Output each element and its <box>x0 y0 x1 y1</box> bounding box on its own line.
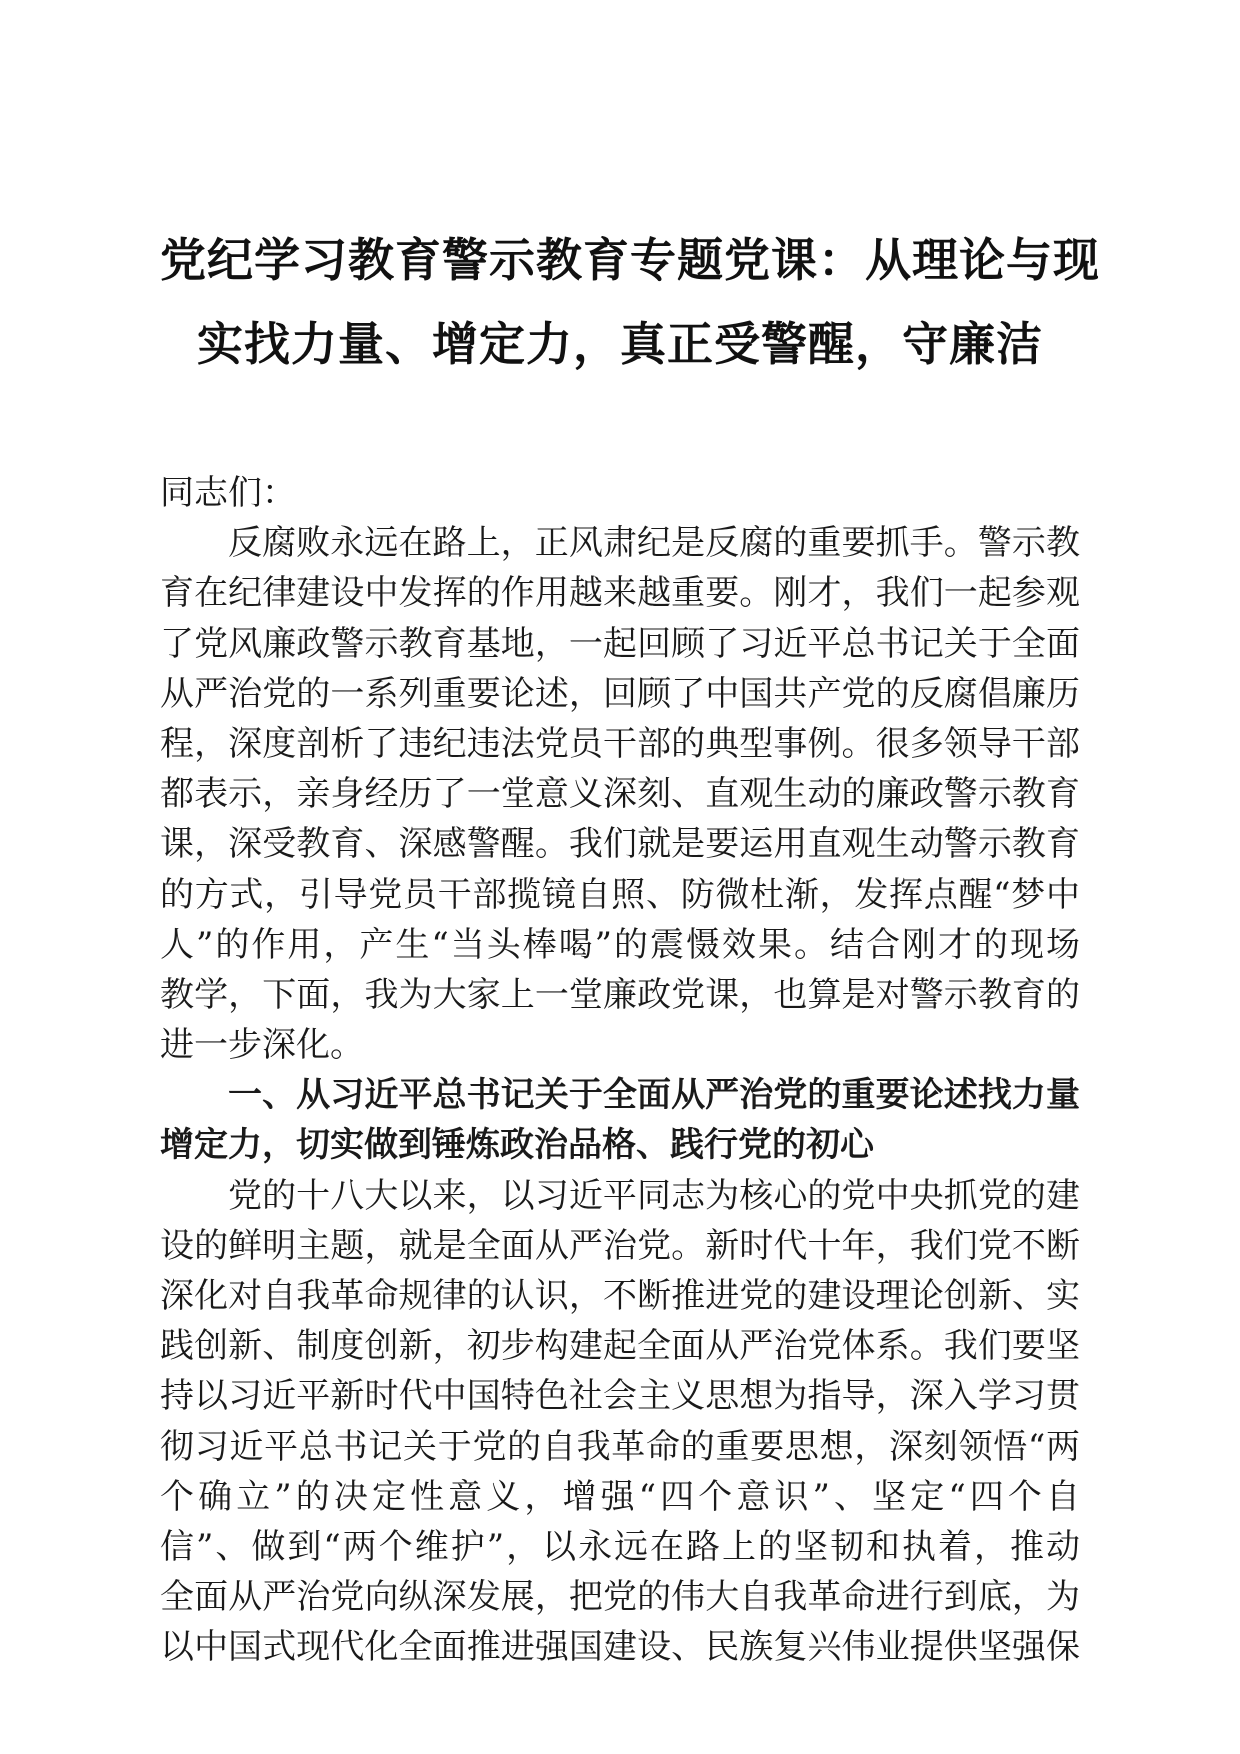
paragraph-line: 从严治党的一系列重要论述，回顾了中国共产党的反腐倡廉历 <box>160 673 1080 714</box>
paragraph-line: 人”的作用，产生“当头棒喝”的震慑效果。结合刚才的现场 <box>160 924 1080 965</box>
paragraph-line: 信”、做到“两个维护”，以永远在路上的坚韧和执着，推动 <box>160 1526 1080 1567</box>
title-line-2: 实找力量、增定力，真正受警醒，守廉洁 <box>197 317 1043 371</box>
paragraph-line: 课，深受教育、深感警醒。我们就是要运用直观生动警示教育 <box>160 824 1080 865</box>
paragraph-line: 进一步深化。 <box>160 1025 364 1066</box>
paragraph-line: 的方式，引导党员干部揽镜自照、防微杜渐，发挥点醒“梦中 <box>160 874 1080 915</box>
document-body <box>160 468 1080 1673</box>
paragraph-line: 了党风廉政警示教育基地，一起回顾了习近平总书记关于全面 <box>160 623 1080 664</box>
paragraph-line: 反腐败永远在路上，正风肃纪是反腐的重要抓手。警示教 <box>228 523 1080 564</box>
title-line-1: 党纪学习教育警示教育专题党课：从理论与现 <box>160 233 1100 287</box>
paragraph-line: 教学，下面，我为大家上一堂廉政党课，也算是对警示教育的 <box>160 974 1080 1015</box>
paragraph-line: 程，深度剖析了违纪违法党员干部的典型事例。很多领导干部 <box>160 723 1080 764</box>
salutation: 同志们： <box>160 473 296 513</box>
paragraph-line: 全面从严治党向纵深发展，把党的伟大自我革命进行到底，为 <box>160 1577 1080 1618</box>
paragraph-line: 个确立”的决定性意义，增强“四个意识”、坚定“四个自 <box>160 1476 1080 1517</box>
section-heading-line: 增定力，切实做到锤炼政治品格、践行党的初心 <box>160 1125 874 1166</box>
paragraph-line: 党的十八大以来，以习近平同志为核心的党中央抓党的建 <box>228 1175 1080 1216</box>
section-heading-line: 一、从习近平总书记关于全面从严治党的重要论述找力量 <box>228 1075 1080 1116</box>
paragraph-line: 践创新、制度创新，初步构建起全面从严治党体系。我们要坚 <box>160 1326 1080 1367</box>
paragraph-line: 都表示，亲身经历了一堂意义深刻、直观生动的廉政警示教育 <box>160 774 1080 815</box>
paragraph-2 <box>160 1171 1080 1673</box>
paragraph-line: 设的鲜明主题，就是全面从严治党。新时代十年，我们党不断 <box>160 1225 1080 1266</box>
paragraph-1 <box>160 518 1080 1070</box>
document-page <box>160 0 1100 1754</box>
section-1-heading <box>160 1070 1080 1170</box>
paragraph-line: 深化对自我革命规律的认识，不断推进党的建设理论创新、实 <box>160 1276 1080 1316</box>
paragraph-line: 彻习近平总书记关于党的自我革命的重要思想，深刻领悟“两 <box>160 1426 1080 1467</box>
document-title <box>160 218 1100 386</box>
paragraph-line: 持以习近平新时代中国特色社会主义思想为指导，深入学习贯 <box>160 1376 1080 1417</box>
paragraph-line: 以中国式现代化全面推进强国建设、民族复兴伟业提供坚强保 <box>160 1627 1080 1668</box>
paragraph-line: 育在纪律建设中发挥的作用越来越重要。刚才，我们一起参观 <box>160 573 1080 614</box>
